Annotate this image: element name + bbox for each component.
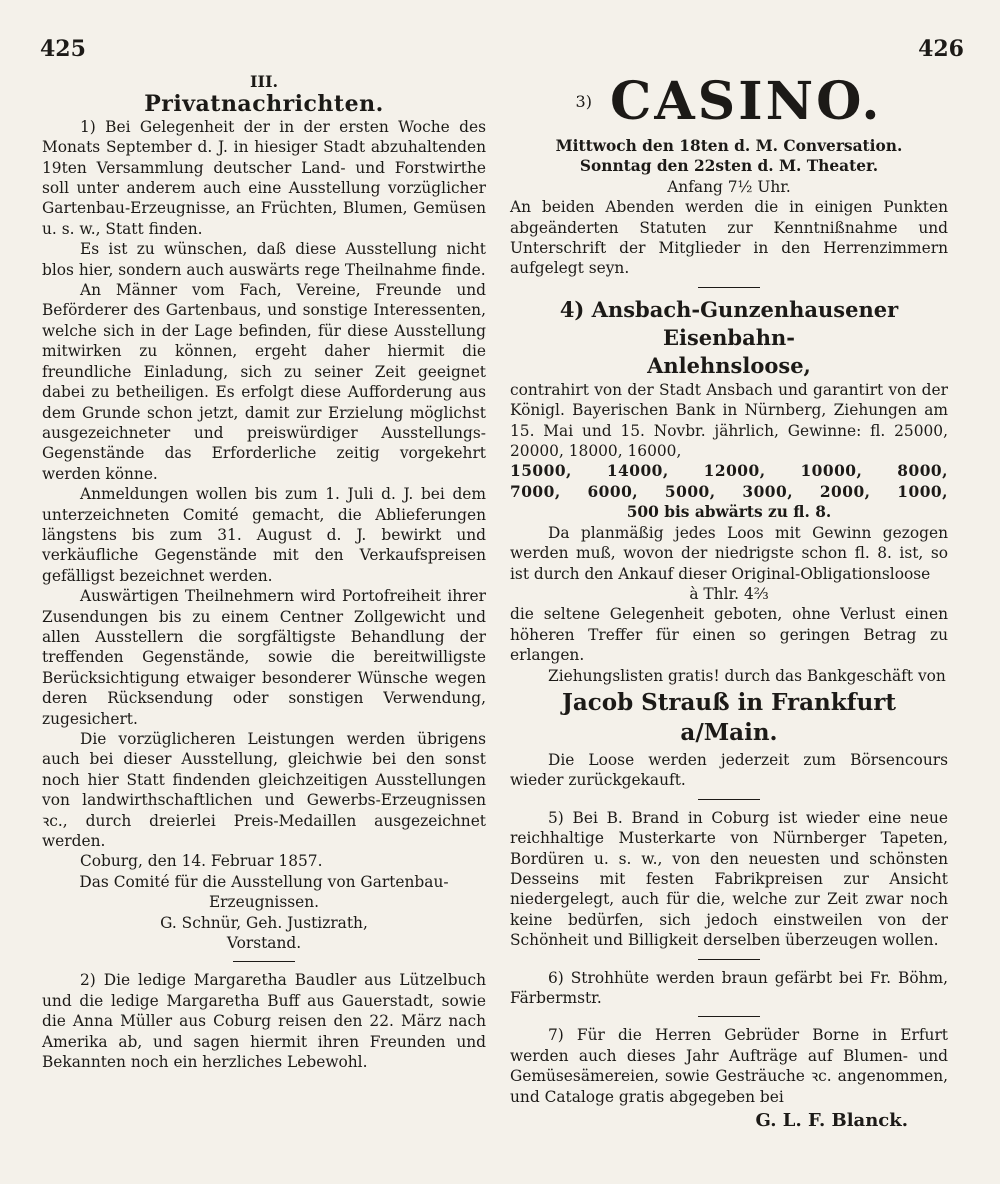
notice-1-intro: 1) Bei Gelegenheit der in der ersten Woche des Monats September d. J. in hiesiger Stadt abzuhaltenden 19ten Versammlung deutscher Land- und Forstwirthe soll unter anderem auch eine Ausstellung vorzüglicher Gartenbau-Erzeugnisse, an Früchten, Blumen, Gemüsen u. s. w., Statt finden. xyxy=(42,117,486,238)
notice-1-wish: Es ist zu wünschen, daß diese Ausstellung nicht blos hier, sondern auch auswärts rege Theilnahme finde. xyxy=(42,240,486,279)
casino-number: 3) xyxy=(575,91,592,111)
casino-start-time: Anfang 7½ Uhr. xyxy=(667,177,791,196)
loan-buyback: Die Loose werden jederzeit zum Börsencours wieder zurückgekauft. xyxy=(510,750,948,790)
notice-2-emigration: 2) Die ledige Margaretha Baudler aus Lützelbuch und die ledige Margaretha Buff aus Gauerstadt, sowie die Anna Müller aus Coburg reisen den 22. März nach Amerika ab, und sagen hiermit ihren Freunden und Bekannten noch ein herzliches Lebewohl. xyxy=(42,971,486,1072)
casino-header xyxy=(510,72,948,132)
loan-price: à Thlr. 4⅔ xyxy=(689,584,769,603)
left-column xyxy=(42,72,486,1073)
casino-text: An beiden Abenden werden die in einigen Punkten abgeänderten Statuten zur Kenntnißnahme und Unterschrift der Mitglieder in den Herrenzimmern aufgelegt seyn. xyxy=(510,198,948,278)
loan-title-line1: 4) Ansbach-Gunzenhausener Eisenbahn- xyxy=(559,296,899,350)
divider xyxy=(233,961,295,962)
notice-1-signer: G. Schnür, Geh. Justizrath, xyxy=(160,913,368,932)
divider xyxy=(698,287,760,288)
page-number-left: 425 xyxy=(40,36,86,62)
divider xyxy=(698,1016,760,1017)
notice-6-straw-hats: 6) Strohhüte werden braun gefärbt bei Fr. Böhm, Färbermstr. xyxy=(510,968,948,1007)
notice-1-medals: Die vorzüglicheren Leistungen werden übrigens auch bei dieser Ausstellung, gleichwie bei den sonst noch hier Statt findenden gleichzeitigen Ausstellungen von landwirthschaftlichen und Gewerbs-Erzeugnissen ꝛc., durch dreierlei Preis-Medaillen ausgezeichnet werden. xyxy=(42,730,486,851)
divider xyxy=(698,799,760,800)
right-column xyxy=(510,72,948,1131)
loan-prizes-line3: 500 bis abwärts zu fl. 8. xyxy=(626,503,832,522)
loan-opportunity: die seltene Gelegenheit geboten, ohne Verlust einen höheren Treffer für einen so geringen Betrag zu erlangen. xyxy=(510,605,948,665)
notice-1-postage: Auswärtigen Theilnehmern wird Portofreiheit ihrer Zusendungen bis zu einem Centner Zollgewicht und allen Ausstellern die sorgfältigste Behandlung der treffenden Gegenstände, sowie die bereitwilligste Berücksichtigung etwaiger besonderer Wünsche wegen deren Rücksendung oder sonstigen Verwendung, zugesichert. xyxy=(42,587,486,728)
divider xyxy=(698,959,760,960)
notice-5-wallpaper: 5) Bei B. Brand in Coburg ist wieder eine neue reichhaltige Musterkarte von Nürnberger Tapeten, Bordüren u. s. w., von den neuesten und schönsten Desseins mit festen Fabrikpreisen zur Ansicht niedergelegt, auch für die, welche zur Zeit zwar noch keine bedürfen, sich jedoch einstweilen von der Schönheit und Billigkeit derselben überzeugen wollen. xyxy=(510,808,948,950)
notice-1-invitation: An Männer vom Fach, Vereine, Freunde und Beförderer des Gartenbaus, und sonstige Interessenten, welche sich in der Lage befinden, für diese Ausstellung mitwirken zu können, ergeht daher hiermit die freundliche Einladung, sich zu seiner Zeit geeignet dabei zu betheiligen. Es erfolgt diese Aufforderung aus dem Grunde schon jetzt, damit zur Erzielung möglichst ausgezeichneter und preiswürdiger Ausstellungs-Gegenstände das Erforderliche zeitig vorgekehrt werden könne. xyxy=(42,281,486,483)
section-title: Privatnachrichten. xyxy=(144,91,384,118)
casino-event-2: Sonntag den 22sten d. M. Theater. xyxy=(579,157,879,176)
loan-prizes-line1: 15000, 14000, 12000, 10000, 8000, xyxy=(510,462,948,481)
page-number-right: 426 xyxy=(918,36,964,62)
notice-1-date: Coburg, den 14. Februar 1857. xyxy=(80,852,323,871)
notice-1-registration: Anmeldungen wollen bis zum 1. Juli d. J. bei dem unterzeichneten Comité gemacht, die Ablieferungen längstens bis zum 31. August d. J. bewirkt und verkäufliche Gegenstände mit den Verkaufspreisen gefälligst bezeichnet werden. xyxy=(42,485,486,585)
notice-7-signer: G. L. F. Blanck. xyxy=(755,1110,908,1132)
section-number: III. xyxy=(249,72,279,91)
loan-bank-firm: Jacob Strauß in Frankfurt a/Main. xyxy=(561,688,897,746)
notice-1-signer-role: Vorstand. xyxy=(226,934,302,953)
casino-event-1: Mittwoch den 18ten d. M. Conversation. xyxy=(555,137,903,155)
notice-7-seeds: 7) Für die Herren Gebrüder Borne in Erfurt werden auch dieses Jahr Aufträge auf Blumen- und Gemüsesämereien, sowie Gesträuche ꝛc. angenommen, und Cataloge gratis abgegeben bei xyxy=(510,1026,948,1106)
loan-description: contrahirt von der Stadt Ansbach und garantirt von der Königl. Bayerischen Bank in Nürnberg, Ziehungen am 15. Mai und 15. Novbr. jährlich, Gewinne: fl. 25000, 20000, 18000, 16000, xyxy=(510,380,948,461)
loan-title-line2: Anlehnsloose, xyxy=(647,352,811,378)
loan-lists: Ziehungslisten gratis! durch das Bankgeschäft von xyxy=(548,666,946,685)
loan-draw-text: Da planmäßig jedes Loos mit Gewinn gezogen werden muß, wovon der niedrigste schon fl. 8. ist, so ist durch den Ankauf dieser Original-Obligationsloose xyxy=(510,523,948,583)
notice-1-committee: Das Comité für die Ausstellung von Gartenbau-Erzeugnissen. xyxy=(79,872,449,912)
casino-title: CASINO. xyxy=(609,71,883,132)
loan-prizes-line2: 7000, 6000, 5000, 3000, 2000, 1000, xyxy=(510,482,948,501)
